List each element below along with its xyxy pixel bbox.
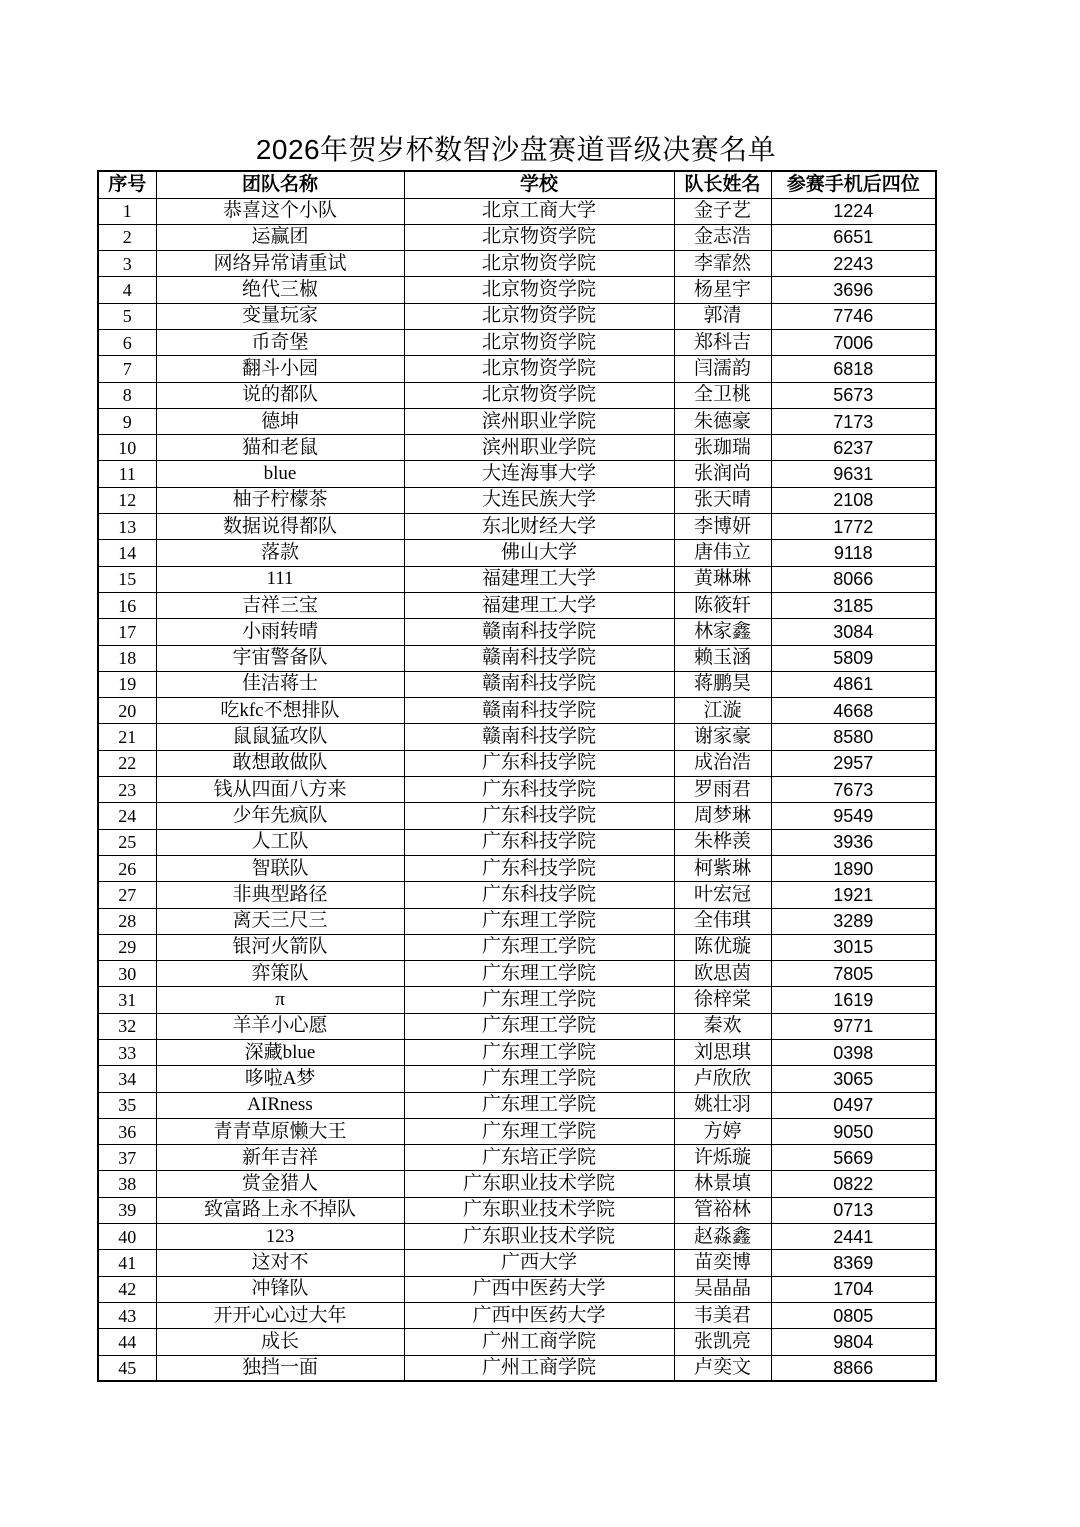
cell-no: 29: [98, 934, 156, 960]
cell-phone: 3936: [771, 829, 936, 855]
cell-school: 广东理工学院: [404, 1066, 674, 1092]
table-row: [98, 1092, 936, 1118]
cell-no: 42: [98, 1276, 156, 1302]
table-row: [98, 329, 936, 355]
cell-school: 北京物资学院: [404, 224, 674, 250]
cell-captain: 全卫桃: [674, 382, 771, 408]
cell-no: 35: [98, 1092, 156, 1118]
cell-school: 赣南科技学院: [404, 619, 674, 645]
cell-school: 广西中医药大学: [404, 1302, 674, 1328]
cell-phone: 4668: [771, 698, 936, 724]
cell-team: 羊羊小心愿: [156, 1013, 404, 1039]
table-row: [98, 198, 936, 224]
cell-team: 弈策队: [156, 961, 404, 987]
cell-phone: 0713: [771, 1197, 936, 1223]
cell-school: 北京物资学院: [404, 251, 674, 277]
cell-captain: 成治浩: [674, 750, 771, 776]
cell-phone: 1224: [771, 198, 936, 224]
cell-school: 广西大学: [404, 1250, 674, 1276]
cell-school: 广东科技学院: [404, 777, 674, 803]
cell-school: 广东科技学院: [404, 855, 674, 881]
cell-team: 非典型路径: [156, 882, 404, 908]
cell-team: 独挡一面: [156, 1355, 404, 1381]
cell-captain: 叶宏冠: [674, 882, 771, 908]
cell-phone: 1921: [771, 882, 936, 908]
cell-no: 30: [98, 961, 156, 987]
cell-captain: 陈优璇: [674, 934, 771, 960]
cell-school: 大连海事大学: [404, 461, 674, 487]
cell-school: 广东科技学院: [404, 882, 674, 908]
table-row: [98, 1224, 936, 1250]
cell-phone: 1704: [771, 1276, 936, 1302]
cell-captain: 张天晴: [674, 487, 771, 513]
cell-school: 广西中医药大学: [404, 1276, 674, 1302]
table-row: [98, 882, 936, 908]
cell-phone: 9631: [771, 461, 936, 487]
table-header: [98, 171, 936, 198]
table-row: [98, 855, 936, 881]
table-row: [98, 961, 936, 987]
cell-phone: 4861: [771, 671, 936, 697]
table-row: [98, 908, 936, 934]
table-row: [98, 1329, 936, 1355]
cell-phone: 3185: [771, 592, 936, 618]
table-body: [98, 198, 936, 1381]
cell-no: 5: [98, 303, 156, 329]
cell-captain: 赖玉涵: [674, 645, 771, 671]
table-row: [98, 934, 936, 960]
table-row: [98, 224, 936, 250]
cell-no: 43: [98, 1302, 156, 1328]
cell-phone: 7006: [771, 329, 936, 355]
cell-team: 赏金猎人: [156, 1171, 404, 1197]
cell-phone: 1619: [771, 987, 936, 1013]
cell-school: 赣南科技学院: [404, 724, 674, 750]
header-team: 团队名称: [156, 171, 404, 198]
cell-school: 广东职业技术学院: [404, 1197, 674, 1223]
cell-phone: 3084: [771, 619, 936, 645]
cell-team: AIRness: [156, 1092, 404, 1118]
cell-no: 19: [98, 671, 156, 697]
table-row: [98, 645, 936, 671]
cell-school: 广东理工学院: [404, 987, 674, 1013]
table-row: [98, 1013, 936, 1039]
table-row: [98, 1066, 936, 1092]
cell-no: 34: [98, 1066, 156, 1092]
document-title: 2026年贺岁杯数智沙盘赛道晋级决赛名单: [255, 134, 777, 165]
cell-phone: 5669: [771, 1145, 936, 1171]
cell-team: 开开心心过大年: [156, 1302, 404, 1328]
cell-phone: 6651: [771, 224, 936, 250]
cell-team: π: [156, 987, 404, 1013]
cell-captain: 张珈瑞: [674, 435, 771, 461]
cell-captain: 李霏然: [674, 251, 771, 277]
cell-no: 8: [98, 382, 156, 408]
cell-school: 北京物资学院: [404, 356, 674, 382]
cell-phone: 6237: [771, 435, 936, 461]
cell-team: 柚子柠檬茶: [156, 487, 404, 513]
header-no: 序号: [98, 171, 156, 198]
table-row: [98, 1250, 936, 1276]
cell-no: 37: [98, 1145, 156, 1171]
cell-no: 12: [98, 487, 156, 513]
table-row: [98, 1040, 936, 1066]
cell-no: 31: [98, 987, 156, 1013]
cell-no: 11: [98, 461, 156, 487]
table-row: [98, 356, 936, 382]
cell-phone: 1890: [771, 855, 936, 881]
table-row: [98, 303, 936, 329]
cell-team: 银河火箭队: [156, 934, 404, 960]
cell-captain: 管裕林: [674, 1197, 771, 1223]
cell-captain: 陈筱轩: [674, 592, 771, 618]
cell-captain: 苗奕博: [674, 1250, 771, 1276]
cell-captain: 柯紫琳: [674, 855, 771, 881]
cell-school: 东北财经大学: [404, 514, 674, 540]
cell-phone: 9118: [771, 540, 936, 566]
cell-team: 德坤: [156, 408, 404, 434]
cell-team: 新年吉祥: [156, 1145, 404, 1171]
cell-phone: 8866: [771, 1355, 936, 1381]
table-row: [98, 566, 936, 592]
cell-no: 3: [98, 251, 156, 277]
table-row: [98, 803, 936, 829]
cell-phone: 9549: [771, 803, 936, 829]
table-row: [98, 1118, 936, 1144]
cell-no: 2: [98, 224, 156, 250]
cell-phone: 0497: [771, 1092, 936, 1118]
cell-no: 28: [98, 908, 156, 934]
cell-captain: 吴晶晶: [674, 1276, 771, 1302]
cell-school: 广东理工学院: [404, 1040, 674, 1066]
cell-school: 大连民族大学: [404, 487, 674, 513]
cell-team: 致富路上永不掉队: [156, 1197, 404, 1223]
cell-captain: 罗雨君: [674, 777, 771, 803]
cell-school: 福建理工大学: [404, 566, 674, 592]
cell-team: 数据说得都队: [156, 514, 404, 540]
cell-captain: 黄琳琳: [674, 566, 771, 592]
table-row: [98, 829, 936, 855]
cell-no: 21: [98, 724, 156, 750]
cell-no: 1: [98, 198, 156, 224]
header-phone: 参赛手机后四位: [771, 171, 936, 198]
cell-phone: 7746: [771, 303, 936, 329]
cell-phone: 5809: [771, 645, 936, 671]
cell-no: 10: [98, 435, 156, 461]
cell-captain: 江漩: [674, 698, 771, 724]
cell-school: 佛山大学: [404, 540, 674, 566]
cell-school: 赣南科技学院: [404, 645, 674, 671]
cell-team: 成长: [156, 1329, 404, 1355]
cell-phone: 3696: [771, 277, 936, 303]
table-row: [98, 408, 936, 434]
cell-team: 翻斗小园: [156, 356, 404, 382]
cell-captain: 朱桦羡: [674, 829, 771, 855]
cell-school: 赣南科技学院: [404, 671, 674, 697]
cell-no: 18: [98, 645, 156, 671]
table-row: [98, 1171, 936, 1197]
cell-team: 猫和老鼠: [156, 435, 404, 461]
cell-captain: 卢奕文: [674, 1355, 771, 1381]
cell-phone: 0805: [771, 1302, 936, 1328]
header-school: 学校: [404, 171, 674, 198]
cell-no: 45: [98, 1355, 156, 1381]
cell-school: 广东理工学院: [404, 1092, 674, 1118]
cell-team: 说的都队: [156, 382, 404, 408]
cell-team: 111: [156, 566, 404, 592]
finalist-table: [97, 170, 937, 1382]
cell-school: 北京物资学院: [404, 382, 674, 408]
cell-captain: 李博妍: [674, 514, 771, 540]
cell-captain: 唐伟立: [674, 540, 771, 566]
cell-phone: 7805: [771, 961, 936, 987]
cell-no: 15: [98, 566, 156, 592]
cell-captain: 韦美君: [674, 1302, 771, 1328]
cell-phone: 0398: [771, 1040, 936, 1066]
cell-phone: 6818: [771, 356, 936, 382]
cell-captain: 郑科吉: [674, 329, 771, 355]
cell-no: 25: [98, 829, 156, 855]
cell-phone: 8369: [771, 1250, 936, 1276]
cell-no: 6: [98, 329, 156, 355]
cell-captain: 朱德豪: [674, 408, 771, 434]
cell-phone: 2957: [771, 750, 936, 776]
table-row: [98, 461, 936, 487]
cell-team: 小雨转晴: [156, 619, 404, 645]
table-row: [98, 1145, 936, 1171]
cell-phone: 3015: [771, 934, 936, 960]
cell-phone: 7173: [771, 408, 936, 434]
cell-team: 深藏blue: [156, 1040, 404, 1066]
cell-captain: 林家鑫: [674, 619, 771, 645]
table-row: [98, 698, 936, 724]
cell-team: 钱从四面八方来: [156, 777, 404, 803]
cell-team: 绝代三椒: [156, 277, 404, 303]
cell-school: 滨州职业学院: [404, 435, 674, 461]
cell-phone: 9771: [771, 1013, 936, 1039]
cell-captain: 金子艺: [674, 198, 771, 224]
cell-phone: 3289: [771, 908, 936, 934]
cell-captain: 林景填: [674, 1171, 771, 1197]
cell-school: 广东理工学院: [404, 934, 674, 960]
cell-no: 26: [98, 855, 156, 881]
cell-team: 离天三尺三: [156, 908, 404, 934]
table-row: [98, 1197, 936, 1223]
cell-captain: 蒋鹏昊: [674, 671, 771, 697]
cell-captain: 许烁璇: [674, 1145, 771, 1171]
cell-phone: 3065: [771, 1066, 936, 1092]
cell-school: 广东理工学院: [404, 1118, 674, 1144]
table-row: [98, 619, 936, 645]
cell-school: 北京物资学院: [404, 329, 674, 355]
cell-no: 36: [98, 1118, 156, 1144]
cell-team: 这对不: [156, 1250, 404, 1276]
table-row: [98, 592, 936, 618]
cell-phone: 5673: [771, 382, 936, 408]
cell-school: 广东培正学院: [404, 1145, 674, 1171]
cell-team: blue: [156, 461, 404, 487]
table-row: [98, 987, 936, 1013]
cell-team: 吃kfc不想排队: [156, 698, 404, 724]
cell-team: 网络异常请重试: [156, 251, 404, 277]
cell-no: 13: [98, 514, 156, 540]
cell-captain: 姚壮羽: [674, 1092, 771, 1118]
cell-phone: 9804: [771, 1329, 936, 1355]
cell-captain: 张润尚: [674, 461, 771, 487]
cell-captain: 卢欣欣: [674, 1066, 771, 1092]
cell-phone: 8066: [771, 566, 936, 592]
cell-no: 7: [98, 356, 156, 382]
table-row: [98, 671, 936, 697]
cell-phone: 2441: [771, 1224, 936, 1250]
cell-team: 智联队: [156, 855, 404, 881]
cell-captain: 金志浩: [674, 224, 771, 250]
cell-school: 滨州职业学院: [404, 408, 674, 434]
table-row: [98, 1276, 936, 1302]
cell-school: 广州工商学院: [404, 1329, 674, 1355]
cell-school: 广东职业技术学院: [404, 1224, 674, 1250]
table-row: [98, 514, 936, 540]
table-row: [98, 251, 936, 277]
cell-school: 广东职业技术学院: [404, 1171, 674, 1197]
cell-school: 广东科技学院: [404, 750, 674, 776]
cell-no: 23: [98, 777, 156, 803]
table-row: [98, 1355, 936, 1381]
cell-team: 青青草原懒大王: [156, 1118, 404, 1144]
cell-captain: 刘思琪: [674, 1040, 771, 1066]
cell-school: 广东理工学院: [404, 961, 674, 987]
cell-phone: 8580: [771, 724, 936, 750]
cell-phone: 9050: [771, 1118, 936, 1144]
cell-school: 广东科技学院: [404, 829, 674, 855]
cell-team: 佳洁蒋士: [156, 671, 404, 697]
cell-phone: 1772: [771, 514, 936, 540]
cell-captain: 赵淼鑫: [674, 1224, 771, 1250]
cell-school: 北京物资学院: [404, 303, 674, 329]
table-row: [98, 487, 936, 513]
cell-phone: 2243: [771, 251, 936, 277]
table-row: [98, 750, 936, 776]
table-row: [98, 724, 936, 750]
cell-captain: 闫濡韵: [674, 356, 771, 382]
cell-no: 41: [98, 1250, 156, 1276]
cell-team: 吉祥三宝: [156, 592, 404, 618]
cell-school: 广东理工学院: [404, 1013, 674, 1039]
cell-no: 14: [98, 540, 156, 566]
table-row: [98, 777, 936, 803]
cell-no: 32: [98, 1013, 156, 1039]
cell-captain: 方婷: [674, 1118, 771, 1144]
cell-school: 北京工商大学: [404, 198, 674, 224]
cell-school: 赣南科技学院: [404, 698, 674, 724]
cell-team: 敢想敢做队: [156, 750, 404, 776]
cell-team: 123: [156, 1224, 404, 1250]
cell-school: 北京物资学院: [404, 277, 674, 303]
cell-no: 9: [98, 408, 156, 434]
cell-school: 广州工商学院: [404, 1355, 674, 1381]
cell-team: 运赢团: [156, 224, 404, 250]
cell-team: 恭喜这个小队: [156, 198, 404, 224]
cell-captain: 徐梓棠: [674, 987, 771, 1013]
cell-no: 39: [98, 1197, 156, 1223]
cell-team: 少年先疯队: [156, 803, 404, 829]
cell-captain: 欧思茵: [674, 961, 771, 987]
cell-team: 冲锋队: [156, 1276, 404, 1302]
cell-school: 福建理工大学: [404, 592, 674, 618]
cell-team: 变量玩家: [156, 303, 404, 329]
cell-phone: 7673: [771, 777, 936, 803]
cell-no: 24: [98, 803, 156, 829]
cell-phone: 0822: [771, 1171, 936, 1197]
table-row: [98, 435, 936, 461]
cell-captain: 秦欢: [674, 1013, 771, 1039]
header-captain: 队长姓名: [674, 171, 771, 198]
cell-school: 广东理工学院: [404, 908, 674, 934]
table-row: [98, 277, 936, 303]
cell-captain: 张凯亮: [674, 1329, 771, 1355]
cell-no: 20: [98, 698, 156, 724]
cell-team: 落款: [156, 540, 404, 566]
cell-captain: 杨星宇: [674, 277, 771, 303]
cell-captain: 郭清: [674, 303, 771, 329]
cell-phone: 2108: [771, 487, 936, 513]
cell-captain: 谢家豪: [674, 724, 771, 750]
table-row: [98, 540, 936, 566]
cell-team: 币奇堡: [156, 329, 404, 355]
cell-school: 广东科技学院: [404, 803, 674, 829]
cell-team: 哆啦A梦: [156, 1066, 404, 1092]
cell-no: 22: [98, 750, 156, 776]
cell-no: 33: [98, 1040, 156, 1066]
cell-team: 鼠鼠猛攻队: [156, 724, 404, 750]
cell-captain: 周梦琳: [674, 803, 771, 829]
cell-no: 38: [98, 1171, 156, 1197]
table-row: [98, 1302, 936, 1328]
cell-no: 40: [98, 1224, 156, 1250]
table-row: [98, 382, 936, 408]
cell-team: 人工队: [156, 829, 404, 855]
cell-no: 17: [98, 619, 156, 645]
header-row: [98, 171, 936, 198]
cell-no: 4: [98, 277, 156, 303]
cell-no: 44: [98, 1329, 156, 1355]
cell-team: 宇宙警备队: [156, 645, 404, 671]
cell-captain: 全伟琪: [674, 908, 771, 934]
cell-no: 27: [98, 882, 156, 908]
cell-no: 16: [98, 592, 156, 618]
